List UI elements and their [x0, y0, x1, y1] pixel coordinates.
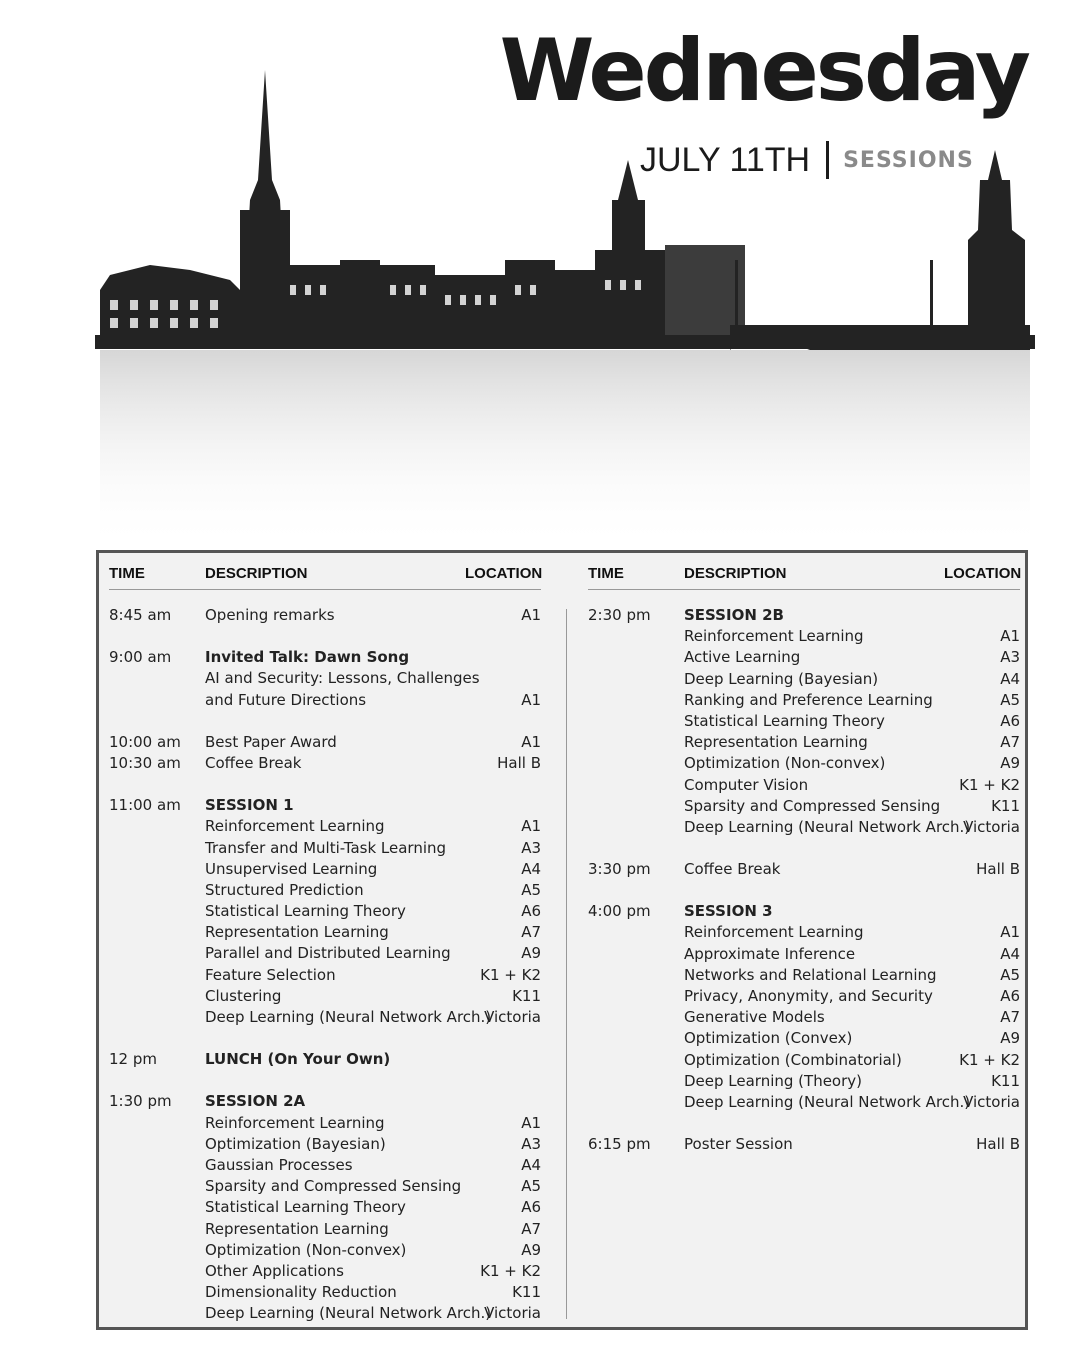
entry-line: [588, 1092, 1020, 1113]
entry-description: LUNCH (On Your Own): [205, 1050, 391, 1069]
entry-line: [109, 816, 541, 837]
entry-line: [109, 1176, 541, 1197]
entry-line: [588, 922, 1020, 943]
entry-time: 8:45 am: [109, 606, 172, 624]
entry-description: Reinforcement Learning: [205, 817, 385, 836]
entry-location: A4: [521, 859, 541, 878]
entry-location: A1: [521, 1113, 541, 1132]
schedule-entry: [588, 605, 1020, 838]
entry-line: [109, 901, 541, 922]
entry-time: 4:00 pm: [588, 902, 651, 921]
entry-line: [588, 690, 1020, 711]
entry-location: A3: [1000, 648, 1020, 667]
entry-location: A4: [1000, 669, 1020, 688]
entry-line: [109, 732, 541, 753]
entry-line: [109, 880, 541, 901]
entry-location: A3: [521, 838, 541, 857]
entry-line: [109, 965, 541, 986]
entry-description: Dimensionality Reduction: [205, 1283, 397, 1302]
entry-description: Coffee Break: [684, 860, 781, 879]
schedule-entry: [588, 859, 1020, 880]
entry-description: Parallel and Distributed Learning: [205, 944, 451, 963]
entry-description: Active Learning: [684, 648, 801, 667]
entry-description: Structured Prediction: [205, 880, 364, 899]
entry-line: [109, 1113, 541, 1134]
entry-line: [588, 605, 1020, 626]
entry-location: K11: [991, 796, 1020, 815]
entry-location: A6: [521, 1198, 541, 1217]
entry-line: [588, 732, 1020, 753]
date-text: JULY 11TH: [640, 140, 811, 179]
entry-line: [109, 1303, 541, 1324]
entry-description: and Future Directions: [205, 690, 367, 709]
entry-location: A1: [1000, 627, 1020, 646]
entry-location: A4: [1000, 944, 1020, 963]
entry-location: Victoria: [484, 1304, 541, 1323]
entry-location: A7: [1000, 1008, 1020, 1027]
entry-location: A9: [521, 944, 541, 963]
entry-time: 12 pm: [109, 1050, 157, 1069]
entry-location: A7: [1000, 733, 1020, 752]
entry-location: A6: [521, 902, 541, 921]
entry-line: [588, 796, 1020, 817]
entry-description: Representation Learning: [684, 733, 868, 752]
entry-line: [588, 626, 1020, 647]
entry-description: Gaussian Processes: [205, 1155, 353, 1174]
entry-location: A5: [1000, 965, 1020, 984]
entry-location: K1 + K2: [480, 965, 541, 984]
entry-line: [588, 1007, 1020, 1028]
header-time-right: TIME: [588, 565, 624, 582]
entry-description: Transfer and Multi-Task Learning: [205, 838, 447, 857]
entry-time: 10:30 am: [109, 753, 181, 772]
entry-line: [109, 986, 541, 1007]
entry-location: A1: [521, 817, 541, 836]
entry-line: [109, 1007, 541, 1028]
entry-location: A1: [521, 606, 541, 624]
entry-line: [588, 1028, 1020, 1049]
entry-description: AI and Security: Lessons, Challenges: [205, 669, 480, 688]
entry-line: [109, 1219, 541, 1240]
schedule-entry: [109, 753, 541, 774]
header-rule-right: [588, 589, 1020, 590]
entry-description: Feature Selection: [205, 965, 336, 984]
header-location-right: LOCATION: [944, 565, 1022, 582]
schedule-entry: [109, 1091, 541, 1324]
entry-location: A3: [521, 1134, 541, 1153]
skyline-silhouette: [95, 70, 1035, 350]
entry-line: [109, 1091, 541, 1112]
entry-line: [109, 1155, 541, 1176]
entry-location: K1 + K2: [959, 1050, 1020, 1069]
schedule-entry: [109, 647, 541, 711]
entry-description: SESSION 3: [684, 902, 773, 921]
entry-location: A1: [521, 732, 541, 751]
entry-time: 6:15 pm: [588, 1135, 651, 1154]
city-skyline-icon: [90, 60, 1040, 560]
entry-location: K11: [512, 986, 541, 1005]
entry-description: Ranking and Preference Learning: [684, 690, 933, 709]
entry-location: Victoria: [963, 1092, 1020, 1111]
entry-line: [109, 753, 541, 774]
entry-location: A6: [1000, 987, 1020, 1005]
entry-line: [109, 795, 541, 816]
entry-description: Networks and Relational Learning: [684, 965, 937, 984]
entry-description: Coffee Break: [205, 753, 302, 772]
entry-time: 10:00 am: [109, 732, 181, 751]
entry-description: Unsupervised Learning: [205, 859, 378, 878]
entry-line: [588, 1050, 1020, 1071]
entry-description: Reinforcement Learning: [684, 923, 864, 942]
entry-line: [588, 859, 1020, 880]
column-divider: [566, 609, 567, 1319]
entry-location: K11: [991, 1071, 1020, 1090]
entry-line: [588, 1071, 1020, 1092]
entry-description: Reinforcement Learning: [684, 627, 864, 646]
entry-location: A7: [521, 1219, 541, 1238]
entry-description: Deep Learning (Neural Network Arch.): [684, 817, 971, 836]
entry-line: [109, 1197, 541, 1218]
skyline-reflection: [100, 350, 1030, 550]
entry-description: Sparsity and Compressed Sensing: [205, 1177, 462, 1196]
entry-location: A5: [1000, 690, 1020, 709]
entry-line: [588, 901, 1020, 922]
schedule-entry: [588, 901, 1020, 1113]
entry-location: Hall B: [976, 1135, 1020, 1154]
entry-description: Deep Learning (Neural Network Arch.): [205, 1008, 492, 1026]
entry-description: Deep Learning (Neural Network Arch.): [205, 1304, 492, 1323]
entry-location: K1 + K2: [959, 775, 1020, 794]
entry-location: A9: [1000, 754, 1020, 773]
schedule-table: [96, 550, 1028, 1330]
entry-line: [109, 690, 541, 711]
entry-line: [109, 668, 541, 689]
entry-description: Statistical Learning Theory: [205, 1198, 406, 1217]
schedule-entry: [109, 795, 541, 1028]
entry-description: Poster Session: [684, 1135, 793, 1154]
header-location-left: LOCATION: [465, 565, 543, 582]
entry-location: Victoria: [484, 1008, 541, 1026]
entry-location: A1: [1000, 923, 1020, 942]
entry-line: [588, 647, 1020, 668]
entry-description: Optimization (Non-convex): [684, 754, 886, 773]
entry-time: 3:30 pm: [588, 860, 651, 879]
entry-line: [109, 1240, 541, 1261]
entry-line: [588, 753, 1020, 774]
entry-description: Generative Models: [684, 1008, 825, 1027]
entry-description: Computer Vision: [684, 775, 809, 794]
schedule-entry: [109, 1049, 541, 1070]
entry-location: Hall B: [497, 753, 541, 772]
entry-description: Optimization (Convex): [684, 1029, 853, 1048]
entry-description: Optimization (Combinatorial): [684, 1050, 902, 1069]
entry-description: Clustering: [205, 986, 282, 1005]
entry-description: Opening remarks: [205, 606, 335, 624]
entry-line: [588, 944, 1020, 965]
entry-description: Invited Talk: Dawn Song: [205, 648, 410, 667]
day-title: Wednesday: [499, 21, 1028, 121]
entry-line: [109, 1261, 541, 1282]
entry-location: A5: [521, 880, 541, 899]
header-description-left: DESCRIPTION: [205, 565, 308, 582]
entry-location: K1 + K2: [480, 1261, 541, 1280]
entry-description: SESSION 2A: [205, 1092, 306, 1111]
entry-description: Reinforcement Learning: [205, 1113, 385, 1132]
entry-line: [109, 838, 541, 859]
entry-location: Hall B: [976, 860, 1020, 879]
entry-line: [109, 647, 541, 668]
entry-description: Representation Learning: [205, 923, 389, 942]
schedule-entry: [588, 1134, 1020, 1155]
header-description-right: DESCRIPTION: [684, 565, 787, 582]
entry-line: [588, 711, 1020, 732]
entry-line: [109, 1282, 541, 1303]
entry-description: Approximate Inference: [684, 944, 856, 963]
entry-description: Statistical Learning Theory: [684, 711, 885, 730]
entry-line: [588, 965, 1020, 986]
entry-time: 9:00 am: [109, 648, 172, 667]
entry-description: Representation Learning: [205, 1219, 389, 1238]
entry-location: A4: [521, 1155, 541, 1174]
entry-line: [109, 1134, 541, 1155]
entry-line: [109, 922, 541, 943]
entry-time: 11:00 am: [109, 796, 181, 815]
entry-line: [588, 669, 1020, 690]
schedule-entry: [109, 605, 541, 626]
entry-location: A7: [521, 923, 541, 942]
entry-description: Deep Learning (Theory): [684, 1071, 863, 1090]
entry-description: Privacy, Anonymity, and Security: [684, 987, 933, 1005]
entry-location: A6: [1000, 711, 1020, 730]
entry-description: Deep Learning (Neural Network Arch.): [684, 1092, 971, 1111]
entry-description: Deep Learning (Bayesian): [684, 669, 879, 688]
header-rule-left: [109, 589, 541, 590]
entry-location: K11: [512, 1283, 541, 1302]
sessions-tag: SESSIONS: [843, 147, 974, 173]
entry-location: A5: [521, 1177, 541, 1196]
entry-description: SESSION 2B: [684, 606, 784, 624]
entry-location: Victoria: [963, 817, 1020, 836]
entry-line: [588, 817, 1020, 838]
entry-line: [109, 1049, 541, 1070]
entry-location: A1: [521, 690, 541, 709]
schedule-column-right: [588, 605, 1020, 1176]
entry-line: [109, 859, 541, 880]
entry-description: Other Applications: [205, 1261, 344, 1280]
entry-description: SESSION 1: [205, 796, 294, 815]
entry-description: Statistical Learning Theory: [205, 902, 406, 921]
entry-time: 2:30 pm: [588, 606, 651, 624]
header-time-left: TIME: [109, 565, 145, 582]
entry-location: A9: [1000, 1029, 1020, 1048]
entry-line: [588, 775, 1020, 796]
entry-location: A9: [521, 1240, 541, 1259]
entry-line: [109, 605, 541, 626]
schedule-column-left: [109, 605, 541, 1345]
entry-line: [109, 943, 541, 964]
entry-time: 1:30 pm: [109, 1092, 172, 1111]
entry-line: [588, 1134, 1020, 1155]
entry-line: [588, 986, 1020, 1007]
entry-description: Optimization (Bayesian): [205, 1134, 386, 1153]
entry-description: Sparsity and Compressed Sensing: [684, 796, 941, 815]
entry-description: Optimization (Non-convex): [205, 1240, 407, 1259]
schedule-entry: [109, 732, 541, 753]
entry-description: Best Paper Award: [205, 732, 337, 751]
